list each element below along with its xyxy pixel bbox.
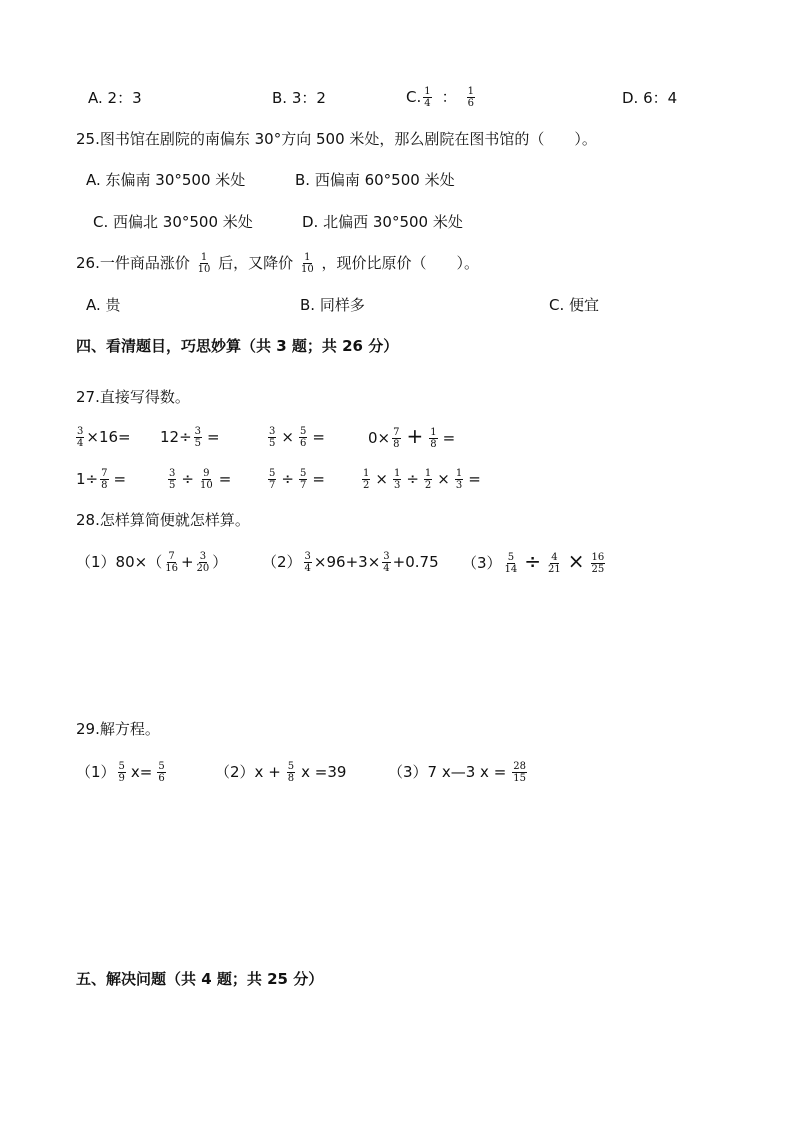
section-5-heading: 五、解决问题（共 4 题；共 25 分）	[76, 970, 324, 988]
q27-stem: 27.直接写得数。	[76, 388, 190, 406]
q25-stem: 25.图书馆在剧院的南偏东 30°方向 500 米处，那么剧院在图书馆的（ ）。	[76, 130, 597, 148]
q24-option-c-prefix: C.	[406, 88, 422, 106]
q25-option-b: B. 西偏南 60°500 米处	[295, 171, 455, 189]
q27-expr: $\frac{3}{5}$ × $\frac{5}{6}$ =	[269, 426, 325, 449]
ratio-separator: ：	[441, 88, 457, 106]
q29-equation: （3）7 x—3 x = $\frac{28}{15}$	[388, 761, 526, 784]
q27-expr: $\frac{5}{7}$ ÷ $\frac{5}{7}$ =	[269, 468, 325, 491]
q24-option-a: A. 2：3	[88, 89, 142, 107]
q27-expr: 1÷ $\frac{7}{8}$ =	[76, 468, 127, 491]
q25-option-a: A. 东偏南 30°500 米处	[86, 171, 246, 189]
q28-expr: （3） $\frac{5}{14}$ ÷ $\frac{4}{21}$ × $\frac{16}{25}$	[462, 549, 605, 575]
q27-expr: 12÷ $\frac{3}{5}$ =	[160, 426, 220, 449]
q28-expr: （1）80×（ $\frac{7}{16}$ + $\frac{3}{20}$ ）	[76, 551, 228, 574]
section-4-heading: 四、看清题目，巧思妙算（共 3 题；共 26 分）	[76, 337, 399, 355]
q25-option-d: D. 北偏西 30°500 米处	[302, 213, 463, 231]
q26-option-a: A. 贵	[86, 296, 121, 314]
q28-expr: （2） $\frac{3}{4}$ ×96+3× $\frac{3}{4}$ +0.75	[262, 551, 439, 574]
q27-expr: $\frac{3}{5}$ ÷ $\frac{9}{10}$ =	[169, 468, 232, 491]
q26-stem: 26.一件商品涨价 $\frac{1}{10}$ 后，又降价 $\frac{1}{10}$ ，现价比原价（ ）。	[76, 252, 479, 275]
fraction: $\frac{1}{6}$	[467, 86, 475, 109]
fraction: $\frac{1}{10}$	[300, 252, 314, 275]
q24-option-d: D. 6：4	[622, 89, 678, 107]
q27-expr: $\frac{3}{4}$ ×16=	[77, 426, 131, 449]
fraction: $\frac{1}{4}$	[424, 86, 431, 109]
fraction: $\frac{1}{10}$	[197, 252, 211, 275]
q29-equation: （2）x + $\frac{5}{8}$ x =39	[215, 761, 347, 784]
q29-equation: （1） $\frac{5}{9}$ x= $\frac{5}{6}$	[76, 761, 165, 784]
q28-stem: 28.怎样算简便就怎样算。	[76, 511, 250, 529]
q29-stem: 29.解方程。	[76, 720, 160, 738]
q26-option-b: B. 同样多	[300, 296, 365, 314]
q25-option-c: C. 西偏北 30°500 米处	[93, 213, 253, 231]
q27-expr: 0× $\frac{7}{8}$ + $\frac{1}{8}$ =	[368, 424, 456, 450]
q24-option-c	[406, 86, 477, 109]
q27-expr: $\frac{1}{2}$ × $\frac{1}{3}$ ÷ $\frac{1}{2}$ × $\frac{1}{3}$ =	[363, 468, 481, 491]
q24-option-b: B. 3：2	[272, 89, 326, 107]
q26-option-c: C. 便宜	[549, 296, 600, 314]
